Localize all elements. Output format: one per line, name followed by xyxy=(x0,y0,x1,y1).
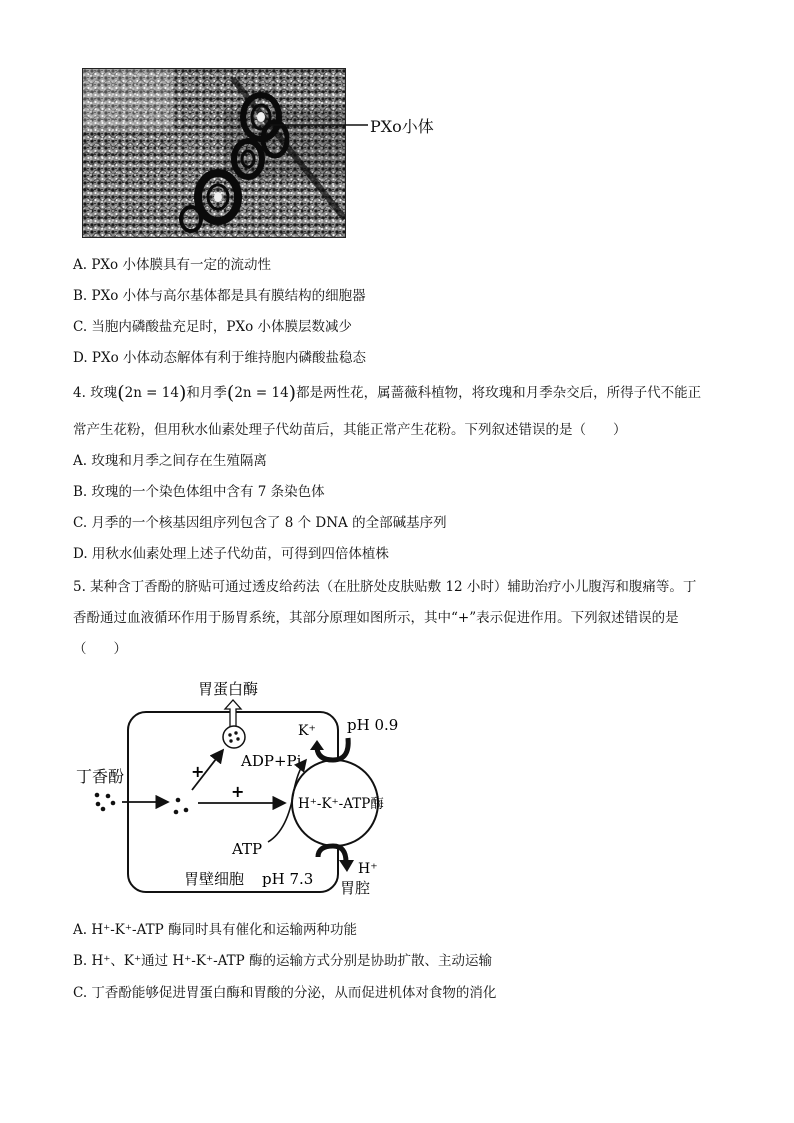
q4-option-c: C. 月季的一个核基因组序列包含了 8 个 DNA 的全部碱基序列 xyxy=(73,515,447,531)
k-ion-arrowhead xyxy=(310,740,324,750)
q3-option-b: B. PXo 小体与高尔基体都是具有膜结构的细胞器 xyxy=(73,288,366,304)
q4-option-a: A. 玫瑰和月季之间存在生殖隔离 xyxy=(73,453,267,469)
gastric-cell-diagram xyxy=(70,672,410,902)
q4-paren-close-2: ) xyxy=(288,382,297,404)
q4-paren-open-2: ( xyxy=(226,382,235,404)
q5-option-b: B. H⁺、K⁺通过 H⁺-K⁺-ATP 酶的运输方式分别是协助扩散、主动运输 xyxy=(73,953,493,969)
proton-pump-label: H⁺-K⁺-ATP酶 xyxy=(298,796,384,812)
eugenol-label: 丁香酚 xyxy=(76,767,125,786)
gastric-lumen-label: 胃腔 xyxy=(340,879,371,897)
plus-sign-pepsin: + xyxy=(191,762,205,781)
q4-number: 4. xyxy=(73,385,86,401)
parietal-cell-label: 胃壁细胞 xyxy=(184,870,245,888)
q5-stem-line3: （ ） xyxy=(73,641,127,657)
pepsin-secretion-arrow xyxy=(225,700,241,727)
k-ion-label: K⁺ xyxy=(298,723,316,739)
h-ion-arrowhead xyxy=(339,860,354,872)
ph-cell-label: pH 7.3 xyxy=(262,870,314,888)
q4-rose: 玫瑰 xyxy=(90,385,118,401)
eugenol-molecules-outside xyxy=(95,793,116,812)
q5-stem-line1: 5. 某种含丁香酚的脐贴可通过透皮给药法（在肚脐处皮肤贴敷 12 小时）辅助治疗小儿腹泻和腹痛等。丁 xyxy=(73,579,697,595)
q4-stem-rest: 都是两性花，属蔷薇科植物，将玫瑰和月季杂交后，所得子代不能正 xyxy=(296,385,702,401)
q3-option-c: C. 当胞内磷酸盐充足时，PXo 小体膜层数减少 xyxy=(73,319,353,335)
q4-paren-close: ) xyxy=(178,382,187,404)
h-ion-label: H⁺ xyxy=(358,861,378,877)
h-ion-secretion-arrow xyxy=(318,846,346,862)
q3-option-a: A. PXo 小体膜具有一定的流动性 xyxy=(73,257,271,273)
q4-paren-open: ( xyxy=(117,382,125,404)
ph-lumen-label: pH 0.9 xyxy=(347,716,399,734)
micrograph-label: PXo小体 xyxy=(370,117,434,136)
q5-option-c: C. 丁香酚能够促进胃蛋白酶和胃酸的分泌，从而促进机体对食物的消化 xyxy=(73,985,497,1001)
q5-stem-line2: 香酚通过血液循环作用于肠胃系统，其部分原理如图所示，其中“+”表示促进作用。下列叙述错误的是 xyxy=(73,610,679,626)
q4-rose-formula: 2n = 14 xyxy=(124,385,179,401)
q4-and-yueji: 和月季 xyxy=(186,385,227,401)
q4-option-b: B. 玫瑰的一个染色体组中含有 7 条染色体 xyxy=(73,484,325,500)
micrograph-pointer xyxy=(0,0,794,300)
q4-option-d: D. 用秋水仙素处理上述子代幼苗，可得到四倍体植株 xyxy=(73,546,389,562)
atp-label: ATP xyxy=(232,840,263,858)
pepsin-vesicle xyxy=(223,726,245,748)
eugenol-molecules-inside xyxy=(174,798,189,815)
pepsin-label: 胃蛋白酶 xyxy=(198,680,259,698)
q4-stem-line2: 常产生花粉，但用秋水仙素处理子代幼苗后，其能正常产生花粉。下列叙述错误的是（ ） xyxy=(73,422,627,438)
q3-option-d: D. PXo 小体动态解体有利于维持胞内磷酸盐稳态 xyxy=(73,350,367,366)
plus-sign-pump: + xyxy=(231,782,245,801)
q5-option-a: A. H⁺-K⁺-ATP 酶同时具有催化和运输两种功能 xyxy=(73,922,357,938)
adp-pi-label: ADP+Pi xyxy=(241,752,302,770)
q4-yueji-formula: 2n = 14 xyxy=(234,385,289,401)
q4-stem-line1 xyxy=(73,384,701,402)
